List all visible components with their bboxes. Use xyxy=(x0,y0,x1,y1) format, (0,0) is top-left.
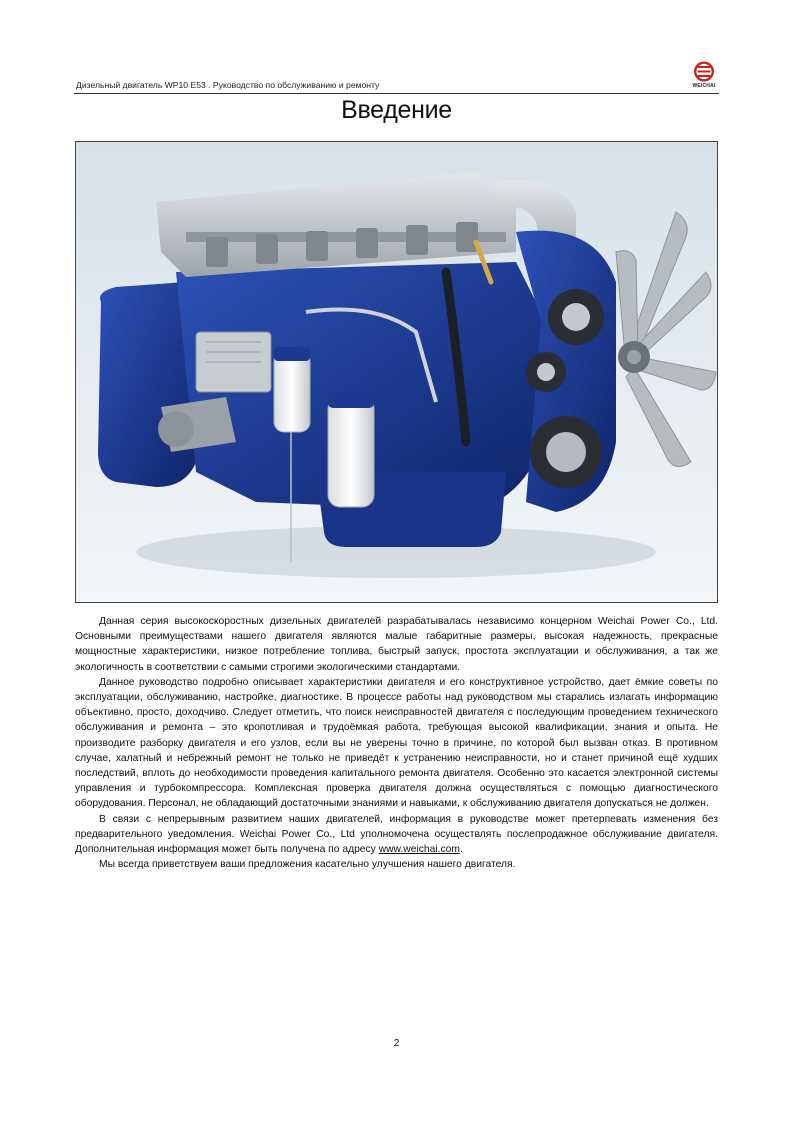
engine-illustration xyxy=(76,142,717,602)
page-number: 2 xyxy=(393,1038,400,1049)
header-divider xyxy=(74,93,719,94)
header-title: Дизельный двигатель WP10 E53 . Руководство по обслуживанию и ремонту xyxy=(76,80,380,90)
paragraph-3-end: . xyxy=(459,844,463,856)
paragraph-4: Мы всегда приветствуем ваши предложения касательно улучшения нашего двигателя. xyxy=(99,859,516,871)
weichai-website-link[interactable]: www.weichai.com xyxy=(378,844,460,856)
paragraph-3 xyxy=(75,812,718,858)
paragraph-3-text: В связи с непрерывным развитием наших двигателей, информация в руководстве может претерпевать изменения без предварительного уведомления. Weichai Power Co., Ltd уполномочена осуществлять послепродажное обслуживание двигателя. Дополнительная информация может быть получена по адресу xyxy=(75,813,718,856)
page-title: Введение xyxy=(341,96,452,124)
weichai-logo-icon xyxy=(687,61,721,83)
engine-figure xyxy=(75,141,718,603)
paragraph-1: Данная серия высокоскоростных дизельных двигателей разрабатывалась независимо концерном Weichai Power Co., Ltd. Основными преимуществами нашего двигателя являются малые габаритные размеры, высокая надежность, прекрасные мощностные характеристики, низкое потребление топлива, быстрый запуск, простота эксплуатации и обслуживания, а так же экологичность в соответствии с самыми строгими экологическими стандартами. xyxy=(75,616,718,673)
paragraph-2: Данное руководство подробно описывает характеристики двигателя и его конструктивное устройство, дает ёмкие советы по эксплуатации, обслуживанию, настройке, диагностике. В процессе работы над руководством мы старались излагать информацию объективно, просто, доходчиво. Следует отметить, что поиск неисправностей двигателя с последующим проведением технического обслуживания и ремонта – это кропотливая и трудоёмкая работа, требующая высокой квалификации, знания и опыта. Не производите разборку двигателя и его узлов, если вы не уверены точно в причине, по которой был вызван отказ. В противном случае, халатный и небрежный ремонт не только не приведёт к устранению неисправности, но и станет причиной ещё худших последствий, вплоть до необходимости проведения капитального ремонта двигателя. Особенно это касается электронной системы управления и турбокомпрессора. Комплексная проверка двигателя должна осуществляться с помощью диагностического оборудования. Персонал, не обладающий достаточными знаниями и навыками, к обслуживанию двигателя допускаться не должен. xyxy=(75,676,718,810)
introduction-text xyxy=(75,614,718,872)
logo-wordmark: WEICHAI xyxy=(692,83,716,89)
weichai-logo xyxy=(687,61,721,91)
